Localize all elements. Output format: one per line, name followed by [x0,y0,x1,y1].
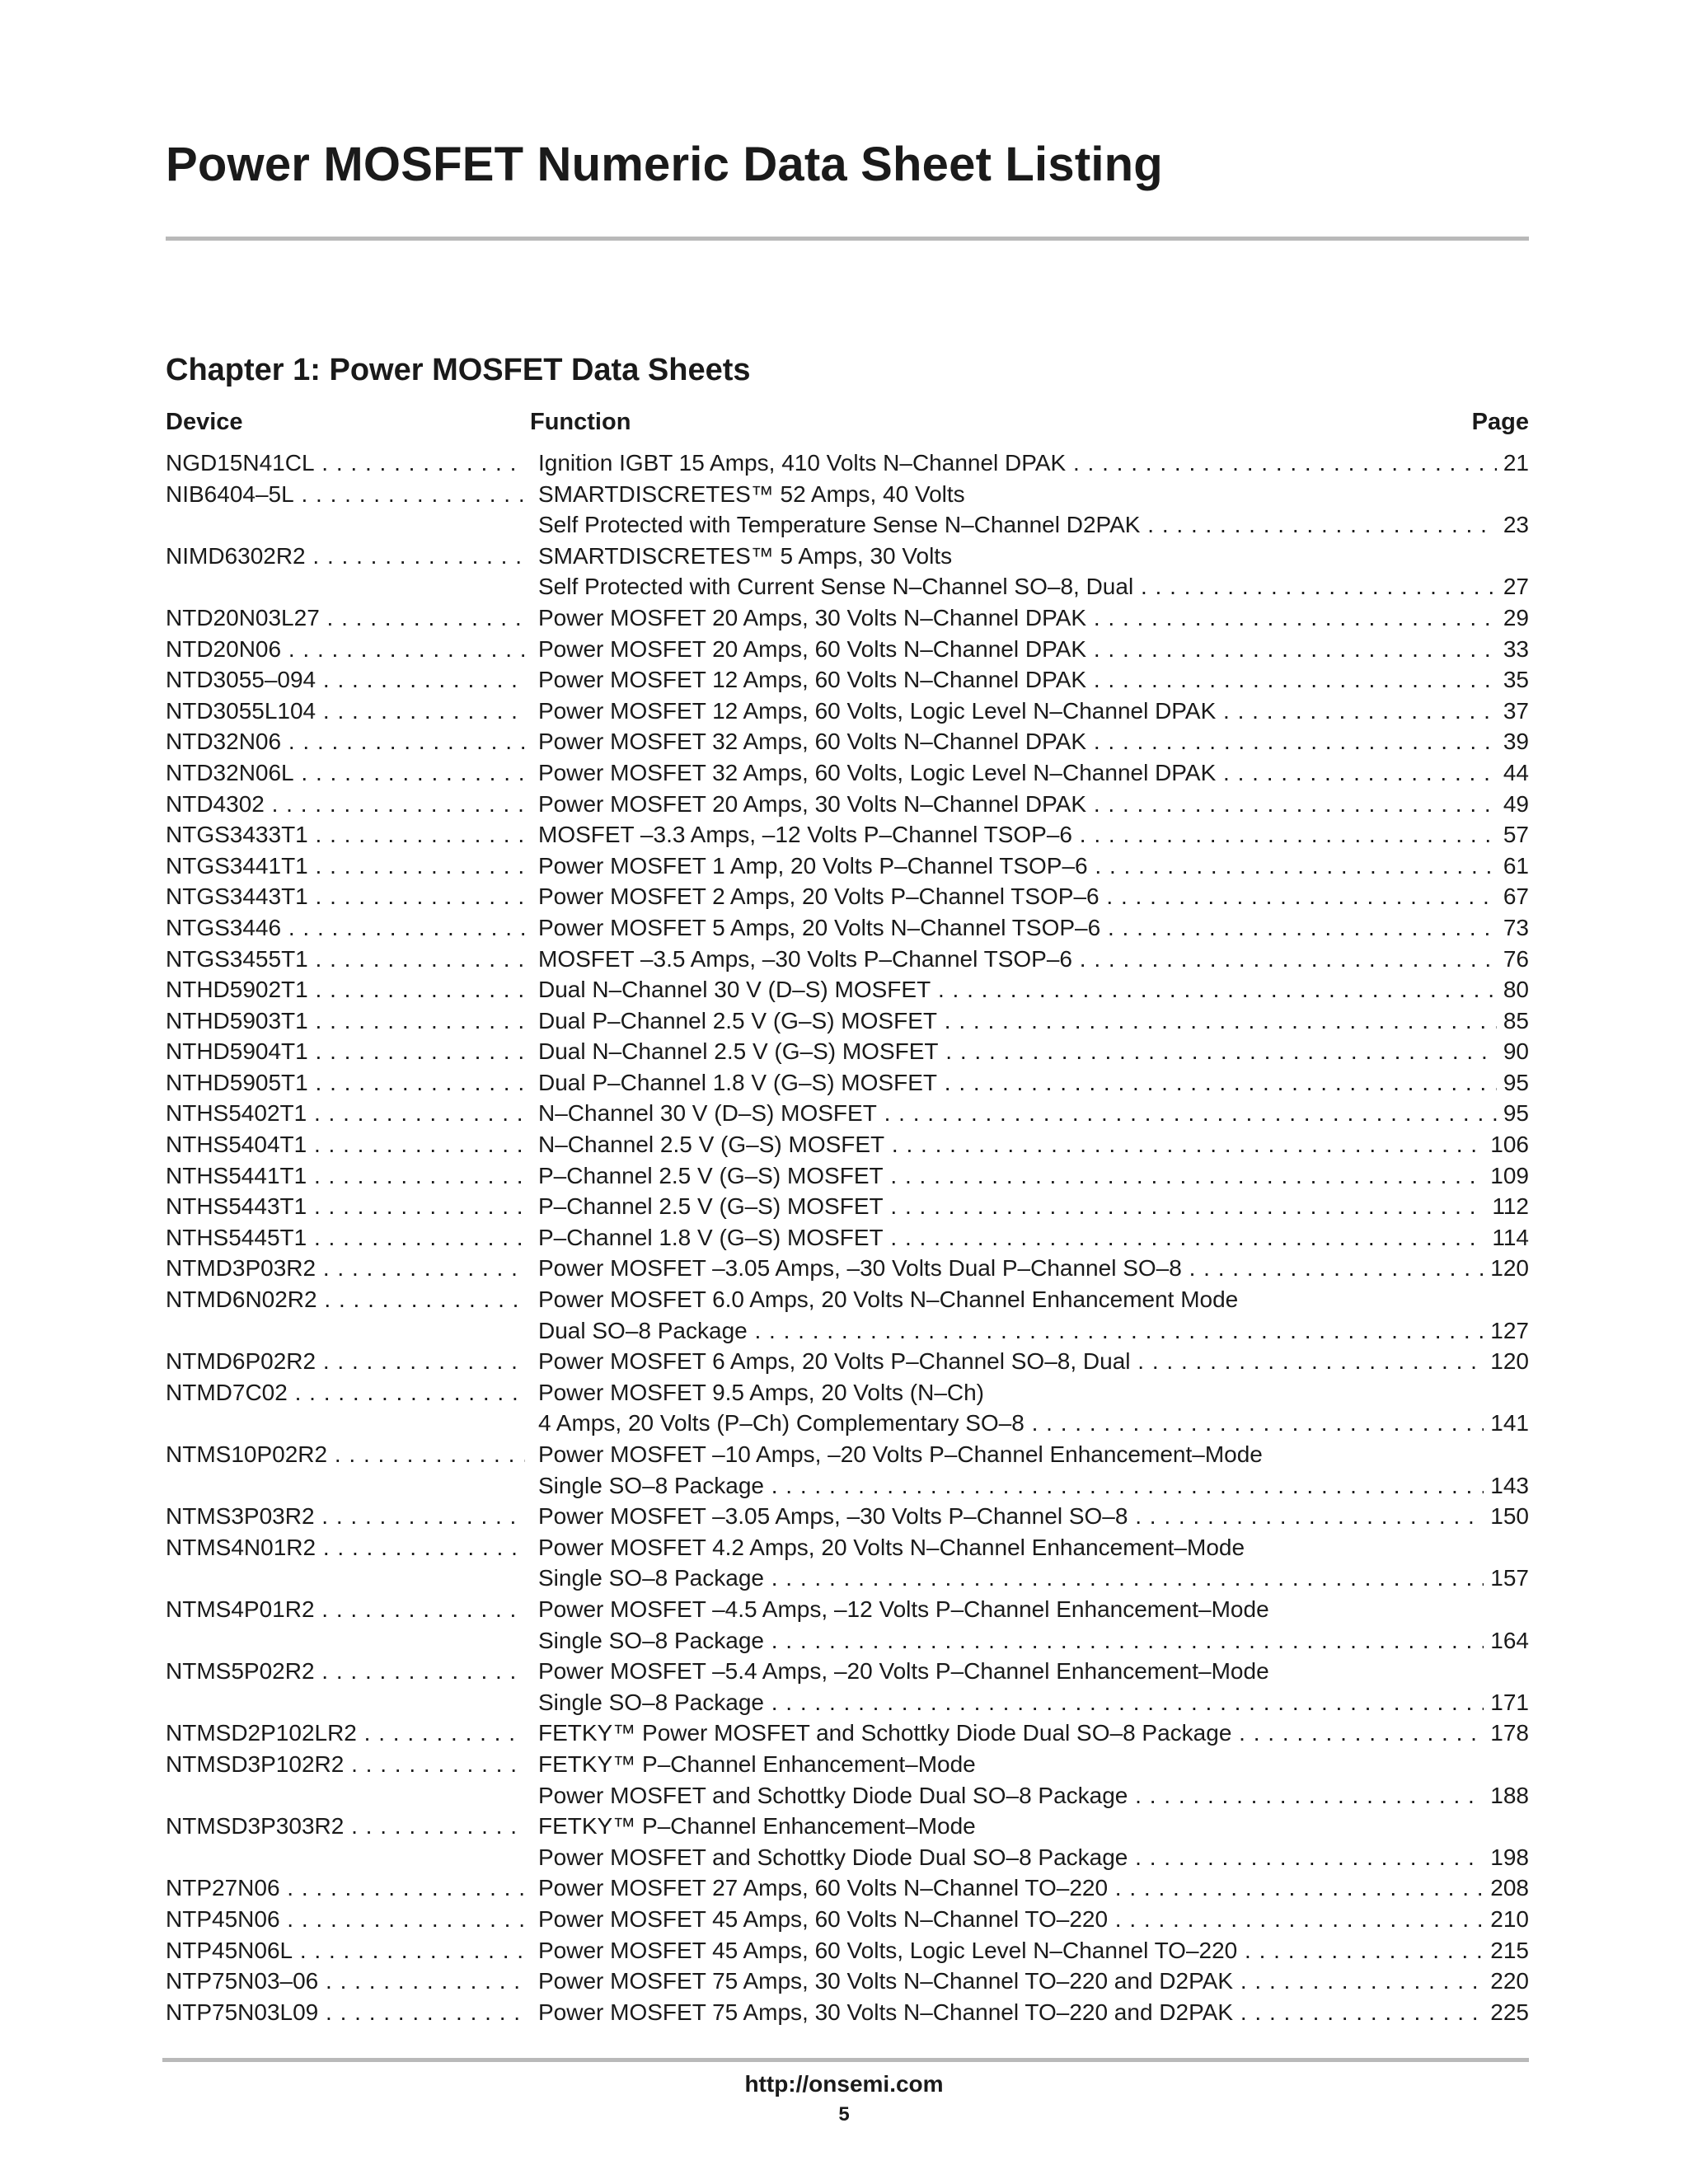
device-name: NTMD3P03R2 . . . [166,1253,525,1284]
function-text: Power MOSFET 4.2 Amps, 20 Volts N–Channel Enhancement–Mode [538,1534,1245,1560]
entry-line [166,1036,1529,1067]
page-number: 27 [1497,571,1529,602]
function-text: Power MOSFET 5 Amps, 20 Volts N–Channel TSOP–6 . . . [538,915,1529,940]
function-text: Power MOSFET –3.05 Amps, –30 Volts P–Channel SO–8 . . . [538,1503,1529,1529]
function-text: Power MOSFET 20 Amps, 60 Volts N–Channel DPAK . . . [538,636,1529,662]
page-number: 35 [1497,664,1529,696]
listing-entry[interactable] [166,1067,1529,1099]
function-text: Power MOSFET 6 Amps, 20 Volts P–Channel SO–8, Dual . . . [538,1348,1529,1374]
device-name: NTGS3455T1 . . . [166,944,525,975]
function-text: Power MOSFET 75 Amps, 30 Volts N–Channel TO–220 and D2PAK . . . [538,1999,1529,2025]
device-name: NTMD7C02 . . . [166,1377,525,1408]
device-name: NIB6404–5L . . . [166,479,525,510]
listing-entry[interactable] [166,819,1529,851]
listing-entry[interactable] [166,602,1529,634]
entry-line [166,1253,1529,1284]
device-name: NTHS5404T1 . . . [166,1129,525,1160]
entry-line [166,479,1529,510]
page-number: 106 [1484,1129,1529,1160]
function-text: Single SO–8 Package . . . [538,1690,1529,1715]
device-name: NTMD6P02R2 . . . [166,1346,525,1377]
device-name: NTP45N06 . . . [166,1904,525,1935]
function-text: N–Channel 30 V (D–S) MOSFET . . . [538,1100,1529,1126]
function-text: MOSFET –3.3 Amps, –12 Volts P–Channel TSOP–6 . . . [538,822,1529,847]
device-name: NTMD6N02R2 . . . [166,1284,525,1315]
page-number: 143 [1484,1470,1529,1502]
entry-line [166,912,1529,944]
listing-entry[interactable] [166,1191,1529,1222]
page-number: 164 [1484,1625,1529,1657]
entry-line [166,602,1529,634]
page-number: 225 [1484,1997,1529,2028]
function-text: Power MOSFET –10 Amps, –20 Volts P–Channel Enhancement–Mode [538,1441,1263,1467]
page-number: 23 [1497,509,1529,541]
entry-line [166,1222,1529,1254]
listing-entry[interactable] [166,726,1529,757]
entry-line [166,1966,1529,1997]
listing-entry[interactable] [166,851,1529,882]
listing-entry[interactable] [166,944,1529,975]
page-number: 157 [1484,1563,1529,1594]
listing-entry[interactable] [166,881,1529,912]
entry-line [166,1160,1529,1192]
function-text: P–Channel 2.5 V (G–S) MOSFET . . . [538,1163,1529,1188]
page-number: 76 [1497,944,1529,975]
entry-line [166,1563,1529,1594]
page-number: 57 [1497,819,1529,851]
page-number: 127 [1484,1315,1529,1347]
page-number: 210 [1484,1904,1529,1935]
listing-entry[interactable] [166,1160,1529,1192]
entry-line [166,1718,1529,1749]
entry-line [166,1842,1529,1873]
page-number: 188 [1484,1780,1529,1811]
page-number: 215 [1484,1935,1529,1966]
entry-line [166,851,1529,882]
page-number: 39 [1497,726,1529,757]
device-name: NTHD5904T1 . . . [166,1036,525,1067]
listing-entry[interactable] [166,696,1529,727]
listing-entry[interactable] [166,1656,1529,1718]
device-name: NTHD5903T1 . . . [166,1005,525,1037]
function-text: SMARTDISCRETES™ 5 Amps, 30 Volts [538,542,953,569]
footer-url[interactable]: http://onsemi.com [744,2071,944,2097]
device-name: NTD32N06 . . . [166,726,525,757]
entry-line [166,944,1529,975]
listing-entry[interactable] [166,1935,1529,1966]
listing-entry[interactable] [166,974,1529,1005]
function-text: Dual N–Channel 2.5 V (G–S) MOSFET . . . [538,1038,1529,1064]
entry-line [166,881,1529,912]
function-text: Power MOSFET 32 Amps, 60 Volts N–Channel DPAK . . . [538,729,1529,754]
device-name: NTHD5902T1 . . . [166,974,525,1005]
function-text: Self Protected with Current Sense N–Channel SO–8, Dual . . . [538,574,1529,599]
page-number: 85 [1497,1005,1529,1037]
listing-entry[interactable] [166,1997,1529,2028]
page-title: Power MOSFET Numeric Data Sheet Listing [166,138,1163,191]
function-text: SMARTDISCRETES™ 52 Amps, 40 Volts [538,480,965,507]
page-number: 67 [1497,881,1529,912]
page-number: 37 [1497,696,1529,727]
function-text: Power MOSFET 6.0 Amps, 20 Volts N–Channel Enhancement Mode [538,1286,1239,1313]
listing-entry[interactable] [166,1904,1529,1935]
device-name: NTHD5905T1 . . . [166,1067,525,1099]
function-text: Dual P–Channel 2.5 V (G–S) MOSFET . . . [538,1008,1529,1033]
page-number: 141 [1484,1408,1529,1439]
entry-line [166,1997,1529,2028]
function-text: Power MOSFET 20 Amps, 30 Volts N–Channel DPAK . . . [538,605,1529,630]
device-name: NTMSD3P102R2 . . . [166,1749,525,1780]
listing-entry[interactable] [166,1872,1529,1904]
listing-entry[interactable] [166,1811,1529,1872]
device-name: NTMS3P03R2 . . . [166,1501,525,1532]
function-text: Dual SO–8 Package . . . [538,1318,1529,1343]
page-number: 178 [1484,1718,1529,1749]
page-number: 80 [1497,974,1529,1005]
top-divider [166,237,1529,241]
entry-line [166,1904,1529,1935]
function-text: Power MOSFET 2 Amps, 20 Volts P–Channel TSOP–6 . . . [538,883,1529,909]
function-text: Power MOSFET –4.5 Amps, –12 Volts P–Channel Enhancement–Mode [538,1596,1269,1622]
function-text: Power MOSFET 1 Amp, 20 Volts P–Channel TSOP–6 . . . [538,853,1529,879]
bottom-divider [162,2058,1529,2062]
entry-line [166,1872,1529,1904]
entry-line [166,1625,1529,1657]
entry-line [166,448,1529,479]
device-name: NTMS10P02R2 . . . [166,1439,525,1470]
function-text: P–Channel 1.8 V (G–S) MOSFET . . . [538,1225,1529,1250]
listing-entry[interactable] [166,1966,1529,1997]
entry-line [166,1191,1529,1222]
listing-entry[interactable] [166,912,1529,944]
entry-line [166,1532,1529,1563]
entry-line [166,1377,1529,1408]
entry-line [166,634,1529,665]
entry-line [166,509,1529,541]
device-name: NTP27N06 . . . [166,1872,525,1904]
device-name: NTMS4N01R2 . . . [166,1532,525,1563]
device-name: NTD32N06L . . . [166,757,525,789]
listing-entry[interactable] [166,789,1529,820]
function-text: Power MOSFET 32 Amps, 60 Volts, Logic Level N–Channel DPAK . . . [538,760,1529,785]
device-name: NTMSD2P102LR2 . . . [166,1718,525,1749]
function-text: Power MOSFET 27 Amps, 60 Volts N–Channel TO–220 . . . [538,1875,1529,1900]
device-name: NTP45N06L . . . [166,1935,525,1966]
page-number: 33 [1497,634,1529,665]
page-number: 44 [1497,757,1529,789]
listing-entry[interactable] [166,1346,1529,1377]
entry-line [166,1749,1529,1780]
function-text: Power MOSFET 20 Amps, 30 Volts N–Channel DPAK . . . [538,791,1529,817]
function-text: FETKY™ P–Channel Enhancement–Mode [538,1750,976,1777]
function-text: Dual N–Channel 30 V (D–S) MOSFET . . . [538,977,1529,1002]
entry-line [166,1067,1529,1099]
listing-entry[interactable] [166,1749,1529,1811]
device-name: NTD3055L104 . . . [166,696,525,727]
listing-entry[interactable] [166,664,1529,696]
entry-line [166,1098,1529,1129]
function-text: Power MOSFET and Schottky Diode Dual SO–8 Package . . . [538,1844,1529,1870]
page-number: 171 [1484,1687,1529,1718]
device-name: NTHS5441T1 . . . [166,1160,525,1192]
device-name: NTP75N03–06 . . . [166,1966,525,1997]
function-text: Single SO–8 Package . . . [538,1473,1529,1498]
entry-line [166,664,1529,696]
listing-entry[interactable] [166,1501,1529,1532]
entry-line [166,1780,1529,1811]
entry-line [166,726,1529,757]
chapter-heading: Chapter 1: Power MOSFET Data Sheets [166,353,751,387]
listing-entry[interactable] [166,1377,1529,1439]
listing-entry[interactable] [166,1284,1529,1346]
function-text: Power MOSFET and Schottky Diode Dual SO–8 Package . . . [538,1783,1529,1808]
function-text: P–Channel 2.5 V (G–S) MOSFET . . . [538,1193,1529,1219]
page-number: 208 [1484,1872,1529,1904]
function-text: Power MOSFET 45 Amps, 60 Volts N–Channel TO–220 . . . [538,1906,1529,1932]
page-number: 120 [1484,1253,1529,1284]
page-number: 61 [1497,851,1529,882]
column-header-page: Page [1471,409,1529,435]
device-name: NTMS4P01R2 . . . [166,1594,525,1625]
device-name: NTD3055–094 . . . [166,664,525,696]
device-name: NTD4302 . . . [166,789,525,820]
entry-line [166,1129,1529,1160]
function-text: Power MOSFET 9.5 Amps, 20 Volts (N–Ch) [538,1379,985,1405]
entry-line [166,1408,1529,1439]
device-name: NTGS3446 . . . [166,912,525,944]
entry-line [166,757,1529,789]
entry-line [166,789,1529,820]
function-text: Power MOSFET –5.4 Amps, –20 Volts P–Channel Enhancement–Mode [538,1658,1269,1685]
entry-line [166,1656,1529,1687]
function-text: Single SO–8 Package . . . [538,1565,1529,1591]
listing-entry[interactable] [166,1594,1529,1656]
listing-entry[interactable] [166,1253,1529,1284]
listing-entry[interactable] [166,541,1529,602]
page-number: 21 [1497,448,1529,479]
device-name: NTHS5445T1 . . . [166,1222,525,1254]
page-number: 29 [1497,602,1529,634]
listing-entry[interactable] [166,1439,1529,1501]
function-text: FETKY™ Power MOSFET and Schottky Diode Dual SO–8 Package . . . [538,1720,1529,1746]
listing-entry[interactable] [166,1532,1529,1594]
device-name: NTP75N03L09 . . . [166,1997,525,2028]
device-name: NIMD6302R2 . . . [166,541,525,572]
page-number: 49 [1497,789,1529,820]
listing-entry[interactable] [166,1718,1529,1749]
entry-line [166,1935,1529,1966]
entry-line [166,1315,1529,1347]
entry-line [166,1346,1529,1377]
datasheet-listing [166,448,1529,2027]
page-number: 95 [1497,1098,1529,1129]
entry-line [166,974,1529,1005]
page-number: 220 [1484,1966,1529,1997]
function-text: Power MOSFET 12 Amps, 60 Volts N–Channel DPAK . . . [538,667,1529,692]
function-text: Ignition IGBT 15 Amps, 410 Volts N–Channel DPAK . . . [538,450,1529,476]
entry-line [166,1005,1529,1037]
page-number: 120 [1484,1346,1529,1377]
entry-line [166,1811,1529,1842]
footer-page-number: 5 [838,2103,850,2125]
device-name: NTHS5443T1 . . . [166,1191,525,1222]
function-text: N–Channel 2.5 V (G–S) MOSFET . . . [538,1132,1529,1157]
function-text: Self Protected with Temperature Sense N–Channel D2PAK . . . [538,512,1529,537]
listing-entry[interactable] [166,757,1529,789]
entry-line [166,696,1529,727]
device-name: NTMS5P02R2 . . . [166,1656,525,1687]
entry-line [166,1470,1529,1502]
function-text: Power MOSFET 45 Amps, 60 Volts, Logic Level N–Channel TO–220 . . . [538,1938,1529,1963]
listing-entry[interactable] [166,1098,1529,1129]
listing-entry[interactable] [166,1129,1529,1160]
function-text: MOSFET –3.5 Amps, –30 Volts P–Channel TSOP–6 . . . [538,946,1529,972]
entry-line [166,541,1529,572]
device-name: NTGS3443T1 . . . [166,881,525,912]
function-text: FETKY™ P–Channel Enhancement–Mode [538,1813,976,1840]
column-header-device: Device [166,409,243,435]
listing-entry[interactable] [166,448,1529,479]
function-text: Power MOSFET 12 Amps, 60 Volts, Logic Level N–Channel DPAK . . . [538,698,1529,724]
listing-entry[interactable] [166,1036,1529,1067]
function-text: Dual P–Channel 1.8 V (G–S) MOSFET . . . [538,1070,1529,1095]
device-name: NTMSD3P303R2 . . . [166,1811,525,1842]
entry-line [166,1594,1529,1625]
column-header-function: Function [530,409,631,435]
entry-line [166,1284,1529,1315]
entry-line [166,1501,1529,1532]
page-number: 114 [1485,1222,1529,1254]
entry-line [166,1439,1529,1470]
page-number: 109 [1484,1160,1529,1192]
page-number: 90 [1497,1036,1529,1067]
entry-line [166,1687,1529,1718]
function-text: Single SO–8 Package . . . [538,1628,1529,1653]
device-name: NTHS5402T1 . . . [166,1098,525,1129]
device-name: NTGS3433T1 . . . [166,819,525,851]
page-number: 150 [1484,1501,1529,1532]
device-name: NGD15N41CL . . . [166,448,525,479]
listing-entry[interactable] [166,1222,1529,1254]
device-name: NTD20N03L27 . . . [166,602,525,634]
listing-entry[interactable] [166,1005,1529,1037]
device-name: NTGS3441T1 . . . [166,851,525,882]
listing-entry[interactable] [166,479,1529,541]
entry-line [166,571,1529,602]
function-text: Power MOSFET –3.05 Amps, –30 Volts Dual P–Channel SO–8 . . . [538,1255,1529,1281]
function-text: 4 Amps, 20 Volts (P–Ch) Complementary SO–8 . . . [538,1410,1529,1436]
page-number: 73 [1497,912,1529,944]
page-number: 112 [1485,1191,1529,1222]
function-text: Power MOSFET 75 Amps, 30 Volts N–Channel TO–220 and D2PAK . . . [538,1968,1529,1994]
listing-entry[interactable] [166,634,1529,665]
page-number: 198 [1484,1842,1529,1873]
entry-line [166,819,1529,851]
device-name: NTD20N06 . . . [166,634,525,665]
page-number: 95 [1497,1067,1529,1099]
